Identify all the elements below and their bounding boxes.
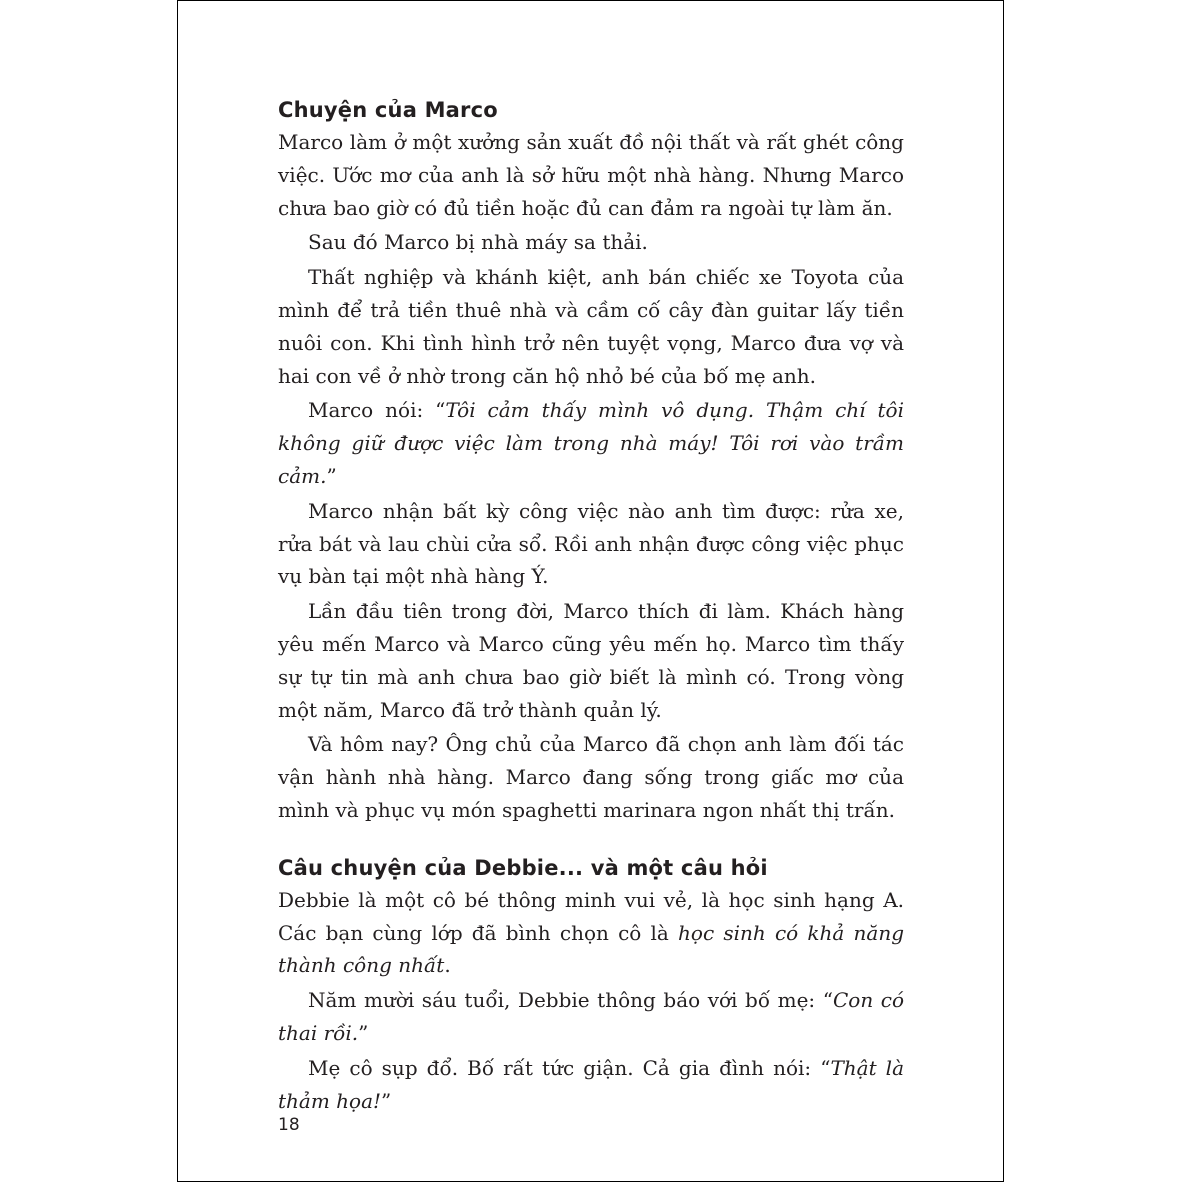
italic-phrase: học sinh có khả năng thành công nhất <box>278 920 904 978</box>
page-number: 18 <box>278 1115 300 1135</box>
paragraph: Sau đó Marco bị nhà máy sa thải. <box>308 230 648 255</box>
paragraph: Và hôm nay? Ông chủ của Marco đã chọn anh làm đối tác vận hành nhà hàng. Marco đang sống trong giấc mơ của mình và phục vụ món spaghetti marinara ngon nhất thị trấn. <box>278 732 904 822</box>
italic-quote: Thật là thảm họa! <box>278 1055 904 1113</box>
section-heading-marco: Chuyện của Marco <box>278 98 498 122</box>
paragraph: Debbie là một cô bé thông minh vui vẻ, là học sinh hạng A. Các bạn cùng lớp đã bình chọn cô là học sinh có khả năng thành công nhất. <box>278 887 904 978</box>
paragraph-quote: Mẹ cô sụp đổ. Bố rất tức giận. Cả gia đình nói: “Thật là thảm họa!” <box>278 1055 904 1113</box>
paragraph-quote: Marco nói: “Tôi cảm thấy mình vô dụng. Thậm chí tôi không giữ được việc làm trong nhà máy! Tôi rơi vào trầm cảm.” <box>278 398 904 488</box>
paragraph: Marco nhận bất kỳ công việc nào anh tìm được: rửa xe, rửa bát và lau chùi cửa sổ. Rồi anh nhận được công việc phục vụ bàn tại một nhà hàng Ý. <box>278 498 904 589</box>
section-heading-debbie: Câu chuyện của Debbie... và một câu hỏi <box>278 855 768 880</box>
paragraph: Lần đầu tiên trong đời, Marco thích đi làm. Khách hàng yêu mến Marco và Marco cũng yêu mến họ. Marco tìm thấy sự tự tin mà anh chưa bao giờ biết là mình có. Trong vòng một năm, Marco đã trở thành quản lý. <box>278 599 904 722</box>
italic-quote: Con có thai rồi. <box>278 988 905 1045</box>
paragraph: Marco làm ở một xưởng sản xuất đồ nội thất và rất ghét công việc. Ước mơ của anh là sở hữu một nhà hàng. Nhưng Marco chưa bao giờ có đủ tiền hoặc đủ can đảm ra ngoài tự làm ăn. <box>278 130 904 220</box>
book-page <box>177 0 1004 1182</box>
paragraph: Thất nghiệp và khánh kiệt, anh bán chiếc xe Toyota của mình để trả tiền thuê nhà và cầm cố cây đàn guitar lấy tiền nuôi con. Khi tình hình trở nên tuyệt vọng, Marco đưa vợ và hai con về ở nhờ trong căn hộ nhỏ bé của bố mẹ anh. <box>278 265 904 388</box>
paragraph-quote: Năm mười sáu tuổi, Debbie thông báo với bố mẹ: “Con có thai rồi.” <box>278 988 905 1045</box>
page-content <box>278 94 904 1119</box>
italic-quote: Tôi cảm thấy mình vô dụng. Thậm chí tôi không giữ được việc làm trong nhà máy! Tôi rơi vào trầm cảm. <box>278 398 904 488</box>
